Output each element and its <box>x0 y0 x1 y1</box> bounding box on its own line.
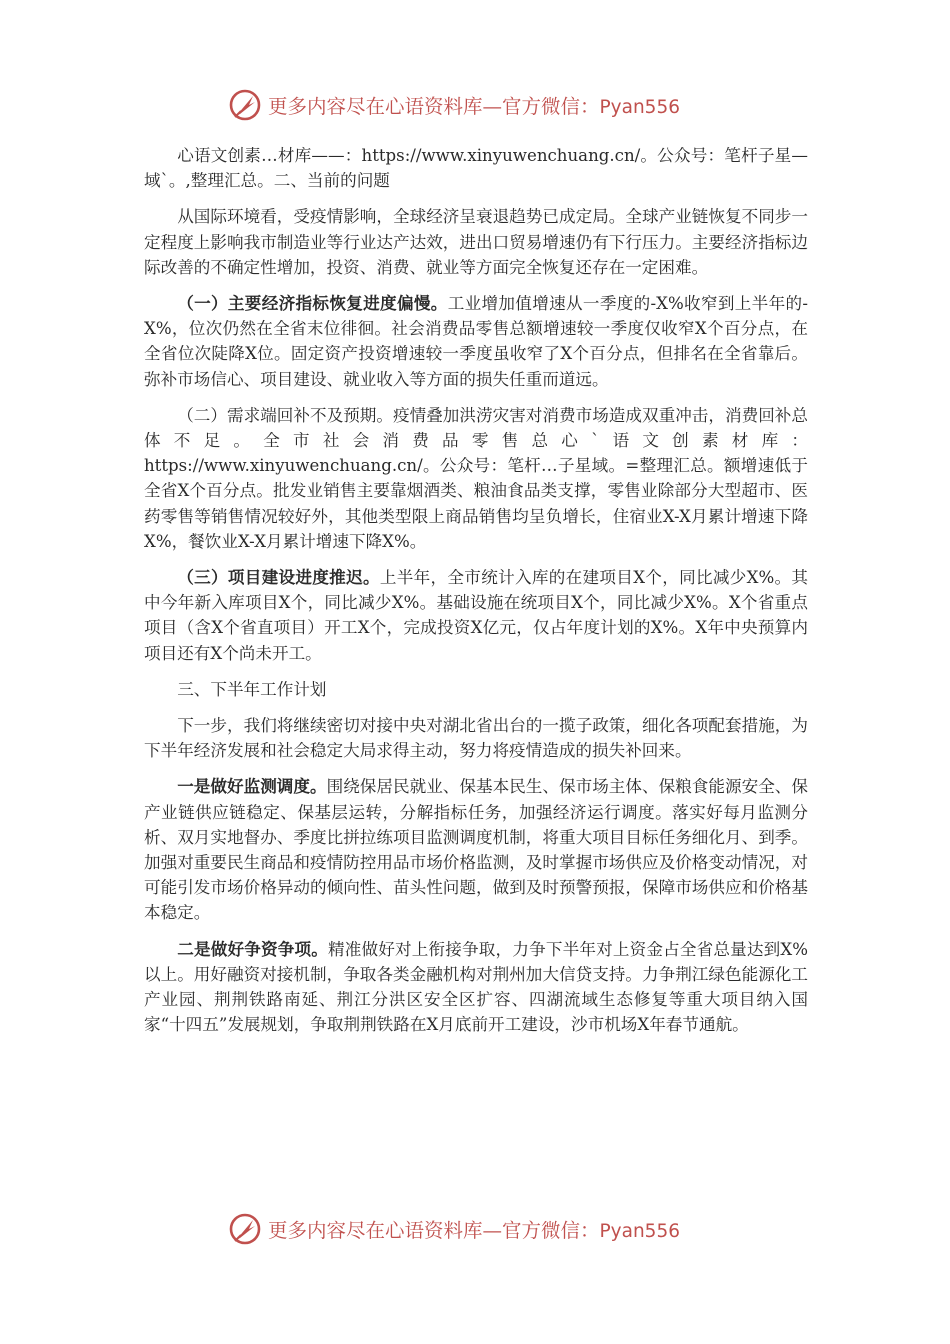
paragraph <box>144 565 808 666</box>
paragraph-lead: （一）主要经济指标恢复进度偏慢。 <box>177 293 448 314</box>
paragraph-body: 工业增加值增速从一季度的-X%收窄到上半年的-X%，位次仍然在全省末位徘徊。社会消费品零售总额增速较一季度仅收窄X个百分点，在全省位次陡降X位。固定资产投资增速较一季度虽收窄了X个百分点，但排名在全省靠后。弥补市场信心、项目建设、就业收入等方面的损失任重而道远。 <box>144 294 809 389</box>
paragraph <box>144 774 808 925</box>
wechat-id: Pyan556 <box>599 97 680 118</box>
paragraph: （二）需求端回补不及预期。疫情叠加洪涝灾害对消费市场造成双重冲击，消费回补总体不足。全市社会消费品零售总心`语文创素材库：https://www.xinyuwenchuang.cn/。公众号：笔杆…子星域。=整理汇总。额增速低于全省X个百分点。批发业销售主要靠烟酒类、粮油食品类支撑，零售业除部分大型超市、医药零售等销售情况较好外，其他类型限上商品销售均呈负增长，住宿业X-X月累计增速下降X%，餐饮业X-X月累计增速下降X%。 <box>144 405 808 551</box>
wechat-id: Pyan556 <box>599 1221 680 1242</box>
paragraph: 从国际环境看，受疫情影响，全球经济呈衰退趋势已成定局。全球产业链恢复不同步一定程度上影响我市制造业等行业达产达效，进出口贸易增速仍有下行压力。主要经济指标边际改善的不确定性增加，投资、消费、就业等方面完全恢复还存在一定困难。 <box>144 207 808 277</box>
banner-text: 更多内容尽在心语资料库—官方微信：Pyan556 <box>268 1219 680 1242</box>
paragraph: 心语文创素…材库——：https://www.xinyuwenchuang.cn/。公众号：笔杆子星—域`。,整理汇总。二、当前的问题 <box>144 146 808 191</box>
paragraph: 下一步，我们将继续密切对接中央对湖北省出台的一揽子政策，细化各项配套措施，为下半年经济发展和社会稳定大局求得主动，努力将疫情造成的损失补回来。 <box>144 716 808 761</box>
section-heading: 三、下半年工作计划 <box>177 679 327 699</box>
paragraph-body: 围绕保居民就业、保基本民生、保市场主体、保粮食能源安全、保产业链供应链稳定、保基层运转，分解指标任务，加强经济运行调度。落实好每月监测分析、双月实地督办、季度比拼拉练项目监测调度机制，将重大项目目标任务细化月、到季。加强对重要民生商品和疫情防控用品市场价格监测，及时掌握市场供应及价格变动情况，对可能引发市场价格异动的倾向性、苗头性问题，做到及时预警预报，保障市场供应和价格基本稳定。 <box>144 777 809 923</box>
paragraph-lead: （三）项目建设进度推迟。 <box>177 567 380 588</box>
paragraph-lead: 一是做好监测调度。 <box>177 776 327 797</box>
footer-banner <box>228 1212 748 1246</box>
paragraph <box>144 937 808 1038</box>
paragraph-lead: 二是做好争资争项。 <box>177 938 328 959</box>
header-banner <box>228 88 748 122</box>
quill-logo-icon <box>228 88 262 122</box>
banner-text: 更多内容尽在心语资料库—官方微信：Pyan556 <box>268 95 680 118</box>
document-body <box>144 143 808 1049</box>
paragraph-body: 精准做好对上衔接争取，力争下半年对上资金占全省总量达到X%以上。用好融资对接机制，争取各类金融机构对荆州加大信贷支持。力争荆江绿色能源化工产业园、荆荆铁路南延、荆江分洪区安全区扩容、四湖流域生态修复等重大项目纳入国家“十四五”发展规划，争取荆荆铁路在X月底前开工建设，沙市机场X年春节通航。 <box>144 939 808 1035</box>
paragraph-body: 上半年，全市统计入库的在建项目X个，同比减少X%。其中今年新入库项目X个，同比减少X%。基础设施在统项目X个，同比减少X%。X个省重点项目（含X个省直项目）开工X个，完成投资X亿元，仅占年度计划的X%。X年中央预算内项目还有X个尚未开工。 <box>144 568 808 663</box>
paragraph <box>144 291 808 392</box>
quill-logo-icon <box>228 1212 262 1246</box>
